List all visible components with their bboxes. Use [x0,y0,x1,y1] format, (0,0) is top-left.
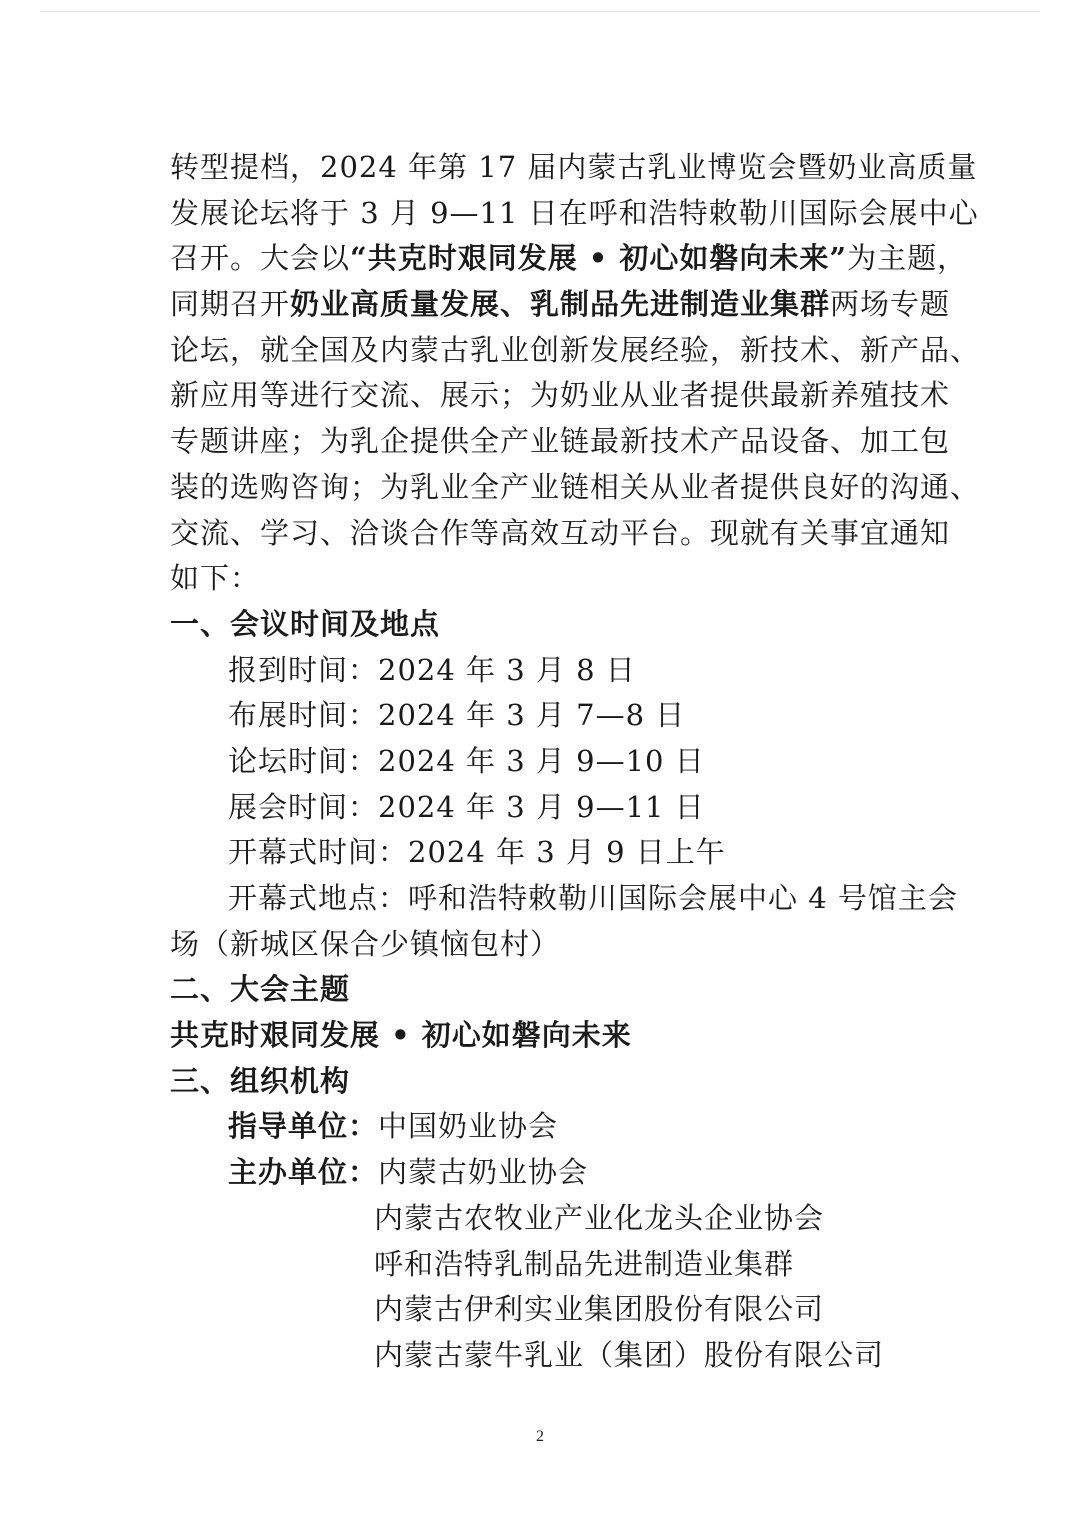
intro-line: 如下： [170,561,261,596]
guide-unit-row [170,1104,960,1150]
intro-line: 专题讲座；为乳企提供全产业链最新技术产品设备、加工包 [170,424,951,459]
venue-line: 开幕式地点：呼和浩特敕勒川国际会展中心 4 号馆主会 [228,881,958,915]
intro-line: 论坛，就全国及内蒙古乳业创新发展经验，新技术、新产品、 [170,332,981,367]
section-heading-theme: 二、大会主题 [170,972,351,1007]
section-heading-time-venue: 一、会议时间及地点 [170,606,441,641]
intro-text: 同期召开 [170,287,291,322]
intro-line: 新应用等进行交流、展示；为奶业从业者提供最新养殖技术 [170,378,951,413]
intro-line: 交流、学习、洽谈合作等高效互动平台。现就有关事宜通知 [170,515,951,550]
guide-unit-value: 中国奶业协会 [378,1109,559,1144]
intro-line [170,236,968,282]
intro-text: 为主题， [847,241,968,276]
host-unit-value: 内蒙古奶业协会 [378,1155,589,1190]
page-number: 2 [536,1428,544,1445]
host-unit-value: 内蒙古农牧业产业化龙头企业协会 [374,1200,825,1235]
guide-unit-label: 指导单位： [228,1109,379,1144]
top-border-line [40,11,1040,12]
intro-line [170,282,960,328]
forum-topics: 奶业高质量发展、乳制品先进制造业集群 [290,287,831,322]
host-unit-label: 主办单位： [228,1155,379,1190]
venue-line: 场（新城区保合少镇恼包村） [170,926,561,961]
intro-text: 召开。大会以 [170,241,351,276]
host-unit-value: 内蒙古蒙牛乳业（集团）股份有限公司 [374,1337,885,1372]
intro-text: 两场专题 [830,287,951,322]
schedule-item: 论坛时间：2024 年 3 月 9—10 日 [228,743,705,778]
theme-quote: “共克时艰同发展 • 初心如磐向未来” [350,241,848,276]
schedule-item: 布展时间：2024 年 3 月 7—8 日 [228,698,686,733]
conference-theme: 共克时艰同发展 • 初心如磐向未来 [170,1018,632,1053]
document-body [170,145,981,1379]
schedule-item: 开幕式时间：2024 年 3 月 9 日上午 [228,835,726,870]
host-unit-value: 呼和浩特乳制品先进制造业集群 [374,1246,795,1281]
schedule-item: 报到时间：2024 年 3 月 8 日 [228,652,636,687]
intro-line: 转型提档，2024 年第 17 届内蒙古乳业博览会暨奶业高质量 [170,150,978,184]
schedule-item: 展会时间：2024 年 3 月 9—11 日 [228,789,705,824]
host-unit-value: 内蒙古伊利实业集团股份有限公司 [374,1292,825,1327]
host-unit-row [170,1150,960,1196]
intro-line: 装的选购咨询；为乳业全产业链相关从业者提供良好的沟通、 [170,469,981,504]
section-heading-organizers: 三、组织机构 [170,1063,351,1098]
intro-line: 发展论坛将于 3 月 9—11 日在呼和浩特敕勒川国际会展中心 [170,195,979,230]
